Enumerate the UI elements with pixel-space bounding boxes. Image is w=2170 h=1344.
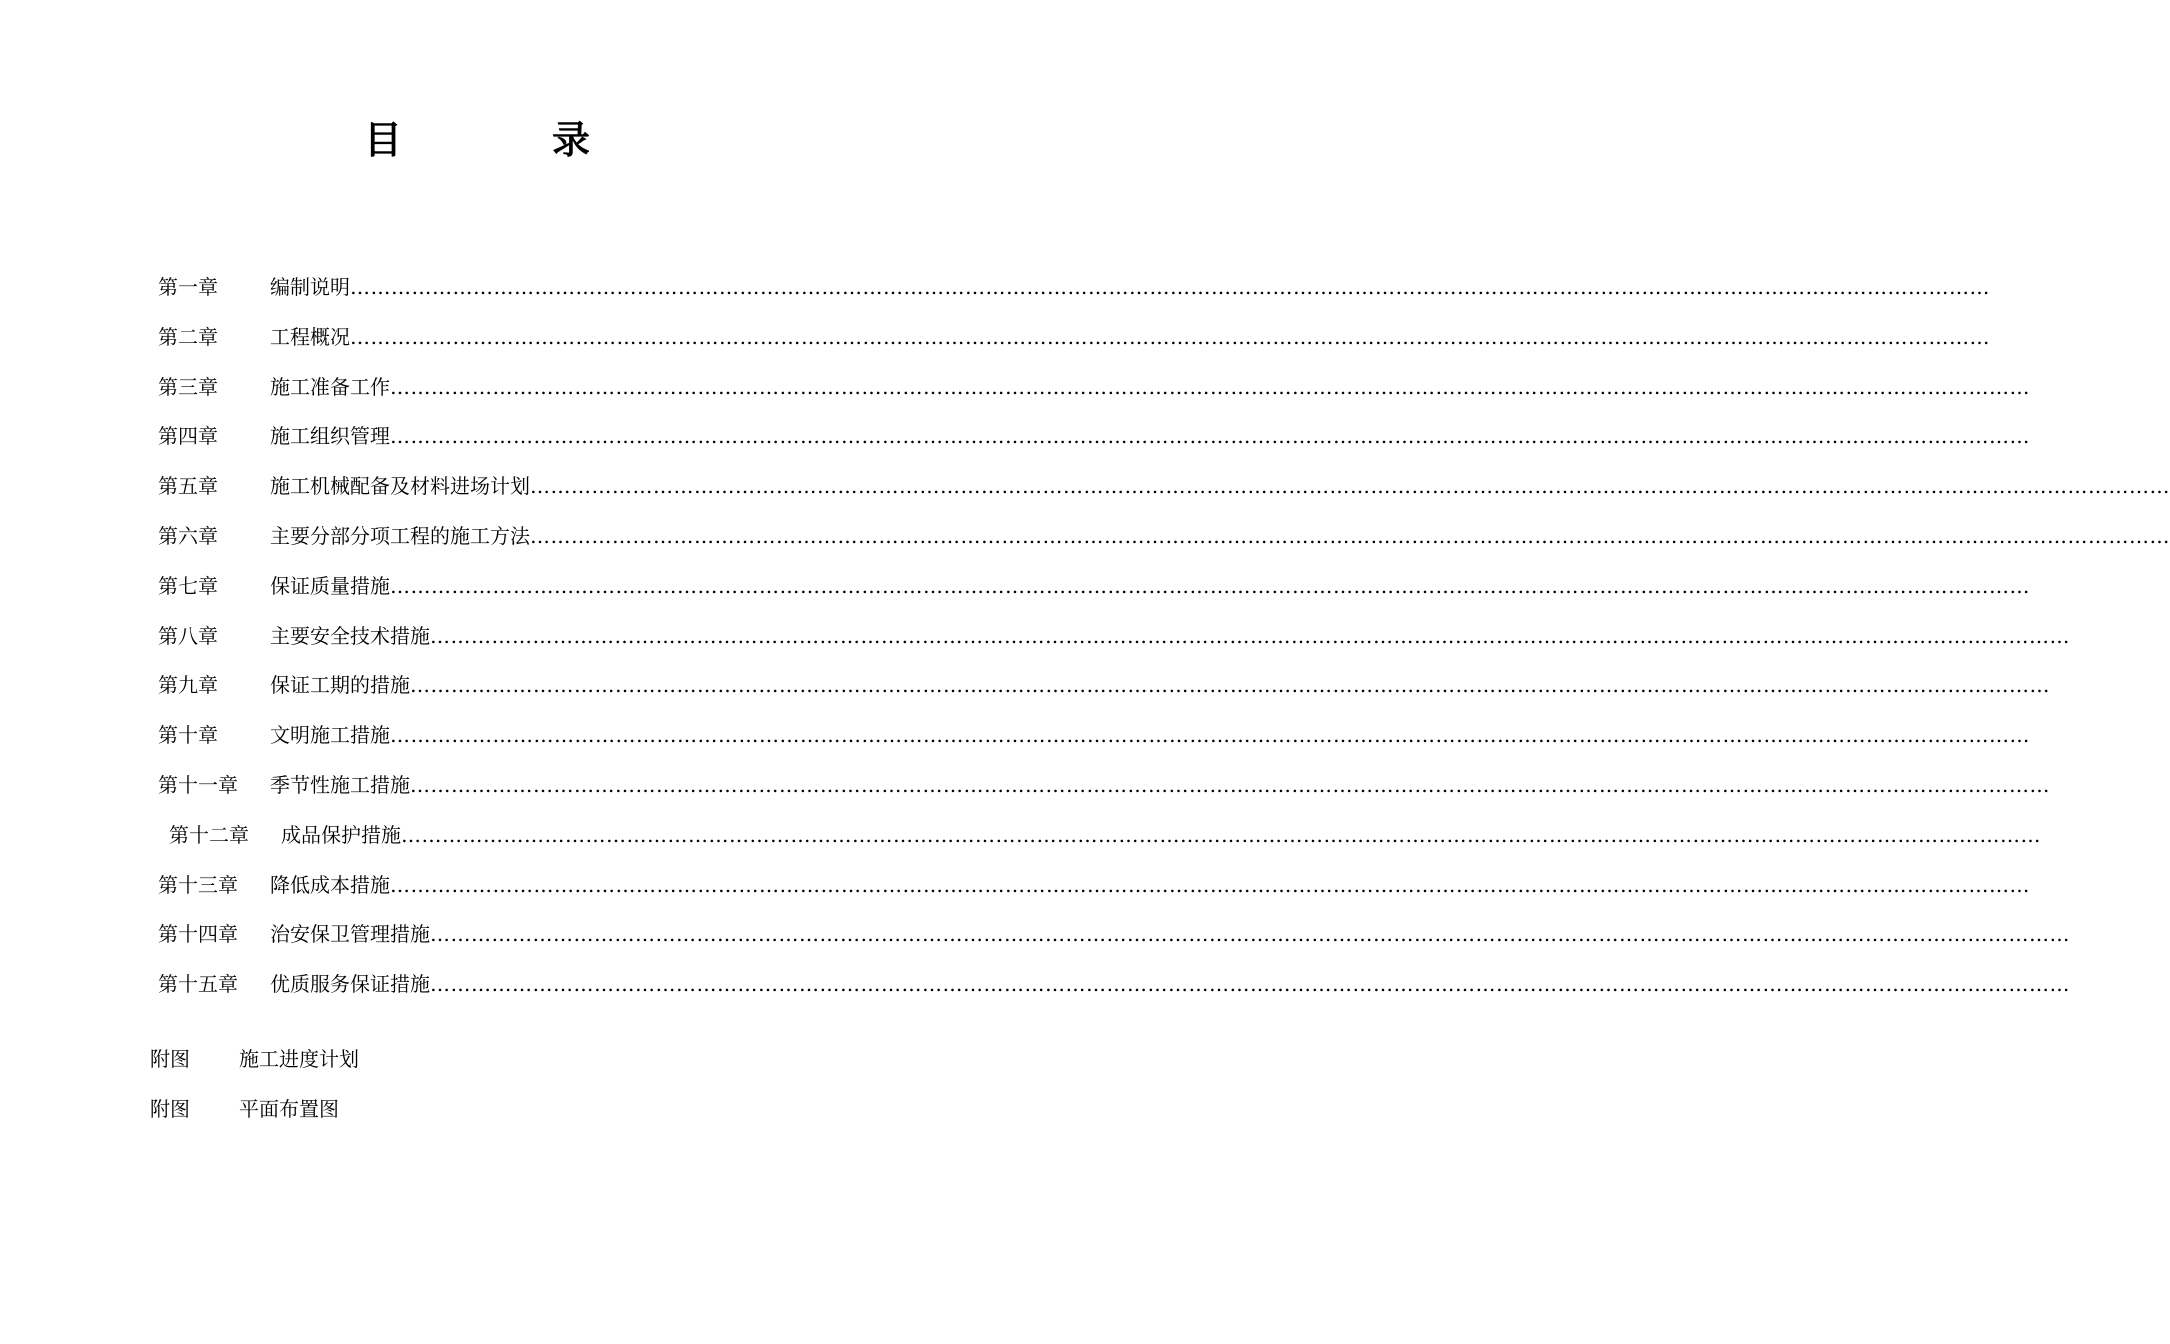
toc-row <box>158 766 2050 816</box>
appendix-label: 附图 <box>150 1047 190 1071</box>
toc-chapter-title: 季节性施工措施 <box>270 772 410 797</box>
toc-chapter-title: 工程概况 <box>270 324 350 349</box>
toc-row <box>158 467 2170 517</box>
appendix-label: 附图 <box>150 1097 190 1121</box>
toc-dot-leader: …………………………………………………………………………………………………………………………………………………………………………………………………………………… <box>390 723 2030 748</box>
toc-chapter-number: 第五章 <box>158 474 218 499</box>
toc-dot-leader: …………………………………………………………………………………………………………………………………………………………………………………………………………………… <box>430 922 2070 947</box>
toc-chapter-number: 第三章 <box>158 374 218 399</box>
toc-dot-leader: …………………………………………………………………………………………………………………………………………………………………………………………………………………… <box>530 474 2170 499</box>
toc-chapter-number: 第九章 <box>158 673 218 698</box>
toc-row <box>158 268 1990 318</box>
toc-chapter-number: 第十章 <box>158 723 218 748</box>
toc-dot-leader: …………………………………………………………………………………………………………………………………………………………………………………………………………………… <box>350 324 1990 349</box>
toc-dot-leader: …………………………………………………………………………………………………………………………………………………………………………………………………………………… <box>410 673 2050 698</box>
toc-chapter-title: 施工机械配备及材料进场计划 <box>270 474 530 499</box>
toc-dot-leader: …………………………………………………………………………………………………………………………………………………………………………………………………………………… <box>350 275 1990 299</box>
toc-chapter-title: 主要分部分项工程的施工方法 <box>270 523 530 548</box>
toc-dot-leader: …………………………………………………………………………………………………………………………………………………………………………………………………………………… <box>390 374 2030 399</box>
toc-chapter-title: 治安保卫管理措施 <box>270 922 430 947</box>
table-of-contents <box>158 268 2170 1015</box>
toc-dot-leader: …………………………………………………………………………………………………………………………………………………………………………………………………………………… <box>390 872 2030 897</box>
toc-chapter-title: 成品保护措施 <box>281 822 401 847</box>
toc-row <box>158 866 2030 916</box>
page-title <box>0 112 950 168</box>
toc-chapter-number: 第八章 <box>158 623 218 648</box>
toc-chapter-title: 优质服务保证措施 <box>270 972 430 997</box>
toc-chapter-number: 第十五章 <box>158 972 238 997</box>
title-char-1: 目 <box>364 118 403 162</box>
appendix-title: 平面布置图 <box>239 1097 339 1121</box>
toc-chapter-title: 文明施工措施 <box>270 723 390 748</box>
toc-dot-leader: …………………………………………………………………………………………………………………………………………………………………………………………………………………… <box>530 523 2170 548</box>
toc-chapter-number: 第十四章 <box>158 922 238 947</box>
toc-row <box>158 417 2030 467</box>
toc-chapter-title: 施工准备工作 <box>270 374 390 399</box>
toc-dot-leader: …………………………………………………………………………………………………………………………………………………………………………………………………………………… <box>401 822 2041 847</box>
toc-chapter-number: 第六章 <box>158 523 218 548</box>
toc-row <box>158 318 1990 368</box>
toc-row <box>158 666 2050 716</box>
toc-row <box>158 915 2070 965</box>
toc-row <box>158 517 2170 567</box>
toc-dot-leader: …………………………………………………………………………………………………………………………………………………………………………………………………………………… <box>390 573 2030 598</box>
toc-dot-leader: …………………………………………………………………………………………………………………………………………………………………………………………………………………… <box>410 772 2050 797</box>
toc-chapter-number: 第四章 <box>158 424 218 449</box>
toc-row <box>158 617 2070 667</box>
appendix-row <box>150 1040 650 1090</box>
toc-chapter-title: 编制说明 <box>270 275 350 299</box>
appendix-title: 施工进度计划 <box>239 1047 359 1071</box>
toc-chapter-number: 第十二章 <box>169 822 249 847</box>
appendix-list <box>150 1040 650 1140</box>
toc-row <box>158 567 2030 617</box>
toc-dot-leader: …………………………………………………………………………………………………………………………………………………………………………………………………………………… <box>390 424 2030 449</box>
toc-dot-leader: …………………………………………………………………………………………………………………………………………………………………………………………………………………… <box>430 623 2070 648</box>
title-char-2: 录 <box>552 118 591 162</box>
toc-chapter-title: 保证质量措施 <box>270 573 390 598</box>
toc-chapter-title: 施工组织管理 <box>270 424 390 449</box>
toc-dot-leader: …………………………………………………………………………………………………………………………………………………………………………………………………………………… <box>430 972 2070 997</box>
toc-chapter-number: 第十三章 <box>158 872 238 897</box>
toc-row <box>158 368 2030 418</box>
toc-chapter-number: 第七章 <box>158 573 218 598</box>
toc-chapter-title: 主要安全技术措施 <box>270 623 430 648</box>
toc-chapter-title: 降低成本措施 <box>270 872 390 897</box>
toc-chapter-title: 保证工期的措施 <box>270 673 410 698</box>
toc-chapter-number: 第二章 <box>158 324 218 349</box>
toc-row <box>158 965 2070 1015</box>
toc-row <box>158 816 2041 866</box>
appendix-row <box>150 1090 650 1140</box>
toc-chapter-number: 第一章 <box>158 275 218 299</box>
toc-chapter-number: 第十一章 <box>158 772 238 797</box>
toc-row <box>158 716 2030 766</box>
